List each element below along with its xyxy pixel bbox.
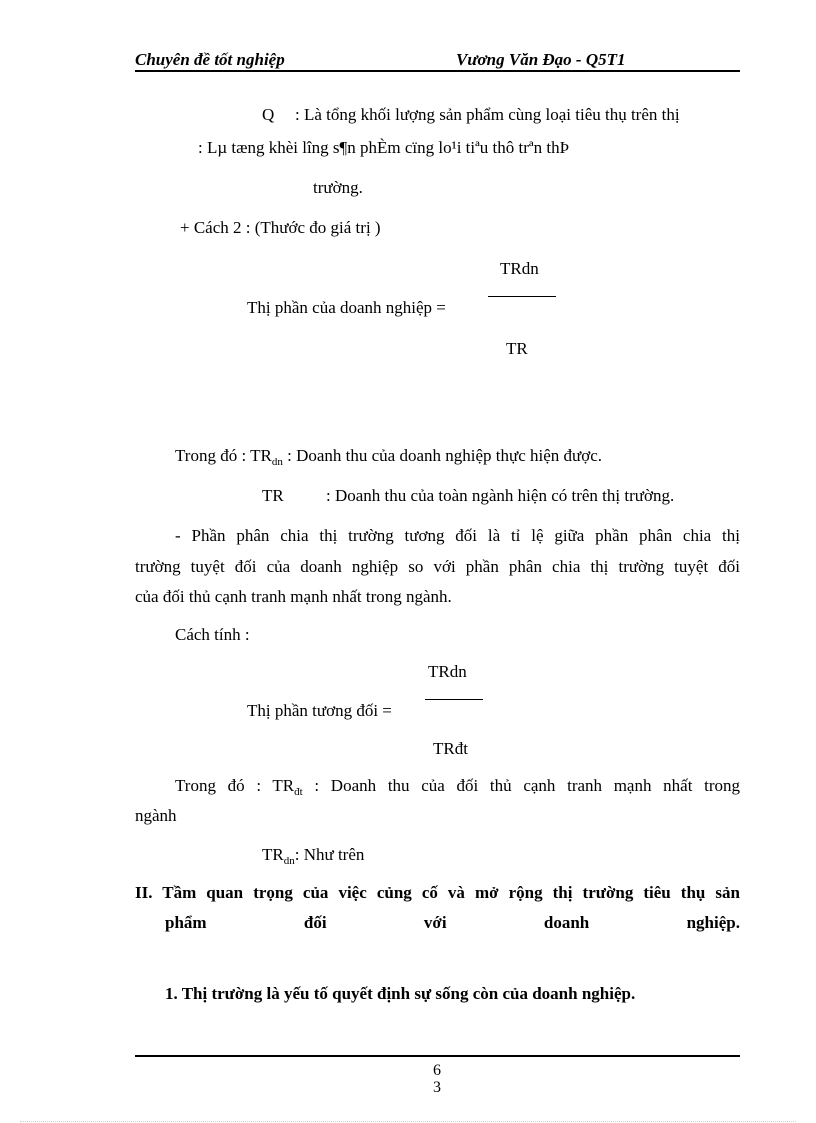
where-3-prefix: Trong đó : TR — [175, 776, 295, 795]
where-3-subscript: đt — [294, 786, 303, 798]
q-symbol: Q — [262, 105, 275, 124]
section-2-heading-line-2 — [165, 913, 740, 933]
where-1-prefix: Trong đó : TR — [175, 446, 272, 465]
relative-para-line-1: - Phần phân chia thị trường tương đối là tỉ lệ giữa phần phân chia thị — [175, 526, 740, 545]
formula-2-numerator: TRdn — [428, 662, 467, 681]
where-1-subscript: dn — [271, 456, 283, 468]
section-2-word-4: doanh — [543, 913, 590, 932]
where-1-line — [175, 446, 602, 468]
relative-para-line-2: trường tuyệt đối của doanh nghiệp so với phần phân chia thị trường tuyệt đối — [135, 557, 740, 576]
subsection-1-heading: 1. Thị trường là yếu tố quyết định sự sống còn của doanh nghiệp. — [165, 984, 636, 1003]
section-2-word-1: phẩm — [165, 913, 207, 932]
section-2-word-2: đối — [303, 913, 327, 932]
where-4-line — [262, 845, 364, 867]
calc-method-label: Cách tính : — [175, 625, 250, 644]
header-author: Vương Văn Đạo - Q5T1 — [456, 50, 626, 69]
where-2-symbol: TR — [262, 486, 284, 505]
formula-1-label: Thị phần của doanh nghiệp = — [247, 298, 446, 317]
page-number-bottom: 3 — [433, 1079, 441, 1096]
where-4-text: : Như trên — [294, 845, 365, 864]
relative-para-line-3: của đối thủ cạnh tranh mạnh nhất trong ngành. — [135, 587, 452, 606]
page-number-top: 6 — [433, 1062, 441, 1079]
header-title: Chuyên đề tốt nghiệp — [135, 50, 285, 69]
formula-2-label: Thị phần tương đối = — [247, 701, 392, 720]
where-2-text: : Doanh thu của toàn ngành hiện có trên thị trường. — [326, 486, 675, 505]
section-2-word-3: với — [423, 913, 447, 932]
section-2-word-5: nghiệp. — [686, 913, 740, 932]
where-4-subscript: dn — [283, 855, 295, 867]
page-edge — [20, 1121, 796, 1122]
formula-2-fraction-bar — [425, 699, 483, 700]
where-3-text: : Doanh thu của đối thủ cạnh tranh mạnh nhất trong — [302, 776, 741, 795]
header-rule — [135, 70, 740, 72]
garbled-line: : Lµ tæng khèi lîng s¶n phÈm cïng lo¹i tiªu thô trªn thÞ — [198, 138, 570, 157]
section-2-heading-line-1: II. Tầm quan trọng của việc củng cố và mở rộng thị trường tiêu thụ sản — [135, 883, 740, 902]
q-definition-cont: trường. — [313, 178, 363, 197]
where-4-prefix: TR — [262, 845, 284, 864]
method-2-heading: + Cách 2 : (Thước đo giá trị ) — [180, 218, 381, 237]
where-3-cont: ngành — [135, 806, 177, 825]
formula-1-fraction-bar — [488, 296, 556, 297]
formula-2-denominator: TRđt — [433, 739, 468, 758]
formula-1-numerator: TRdn — [500, 259, 539, 278]
where-1-text: : Doanh thu của doanh nghiệp thực hiện được. — [282, 446, 603, 465]
footer-rule — [135, 1055, 740, 1057]
q-definition: : Là tổng khối lượng sản phẩm cùng loại tiêu thụ trên thị — [295, 105, 680, 124]
formula-1-denominator: TR — [506, 339, 528, 358]
where-3-line — [175, 776, 740, 798]
